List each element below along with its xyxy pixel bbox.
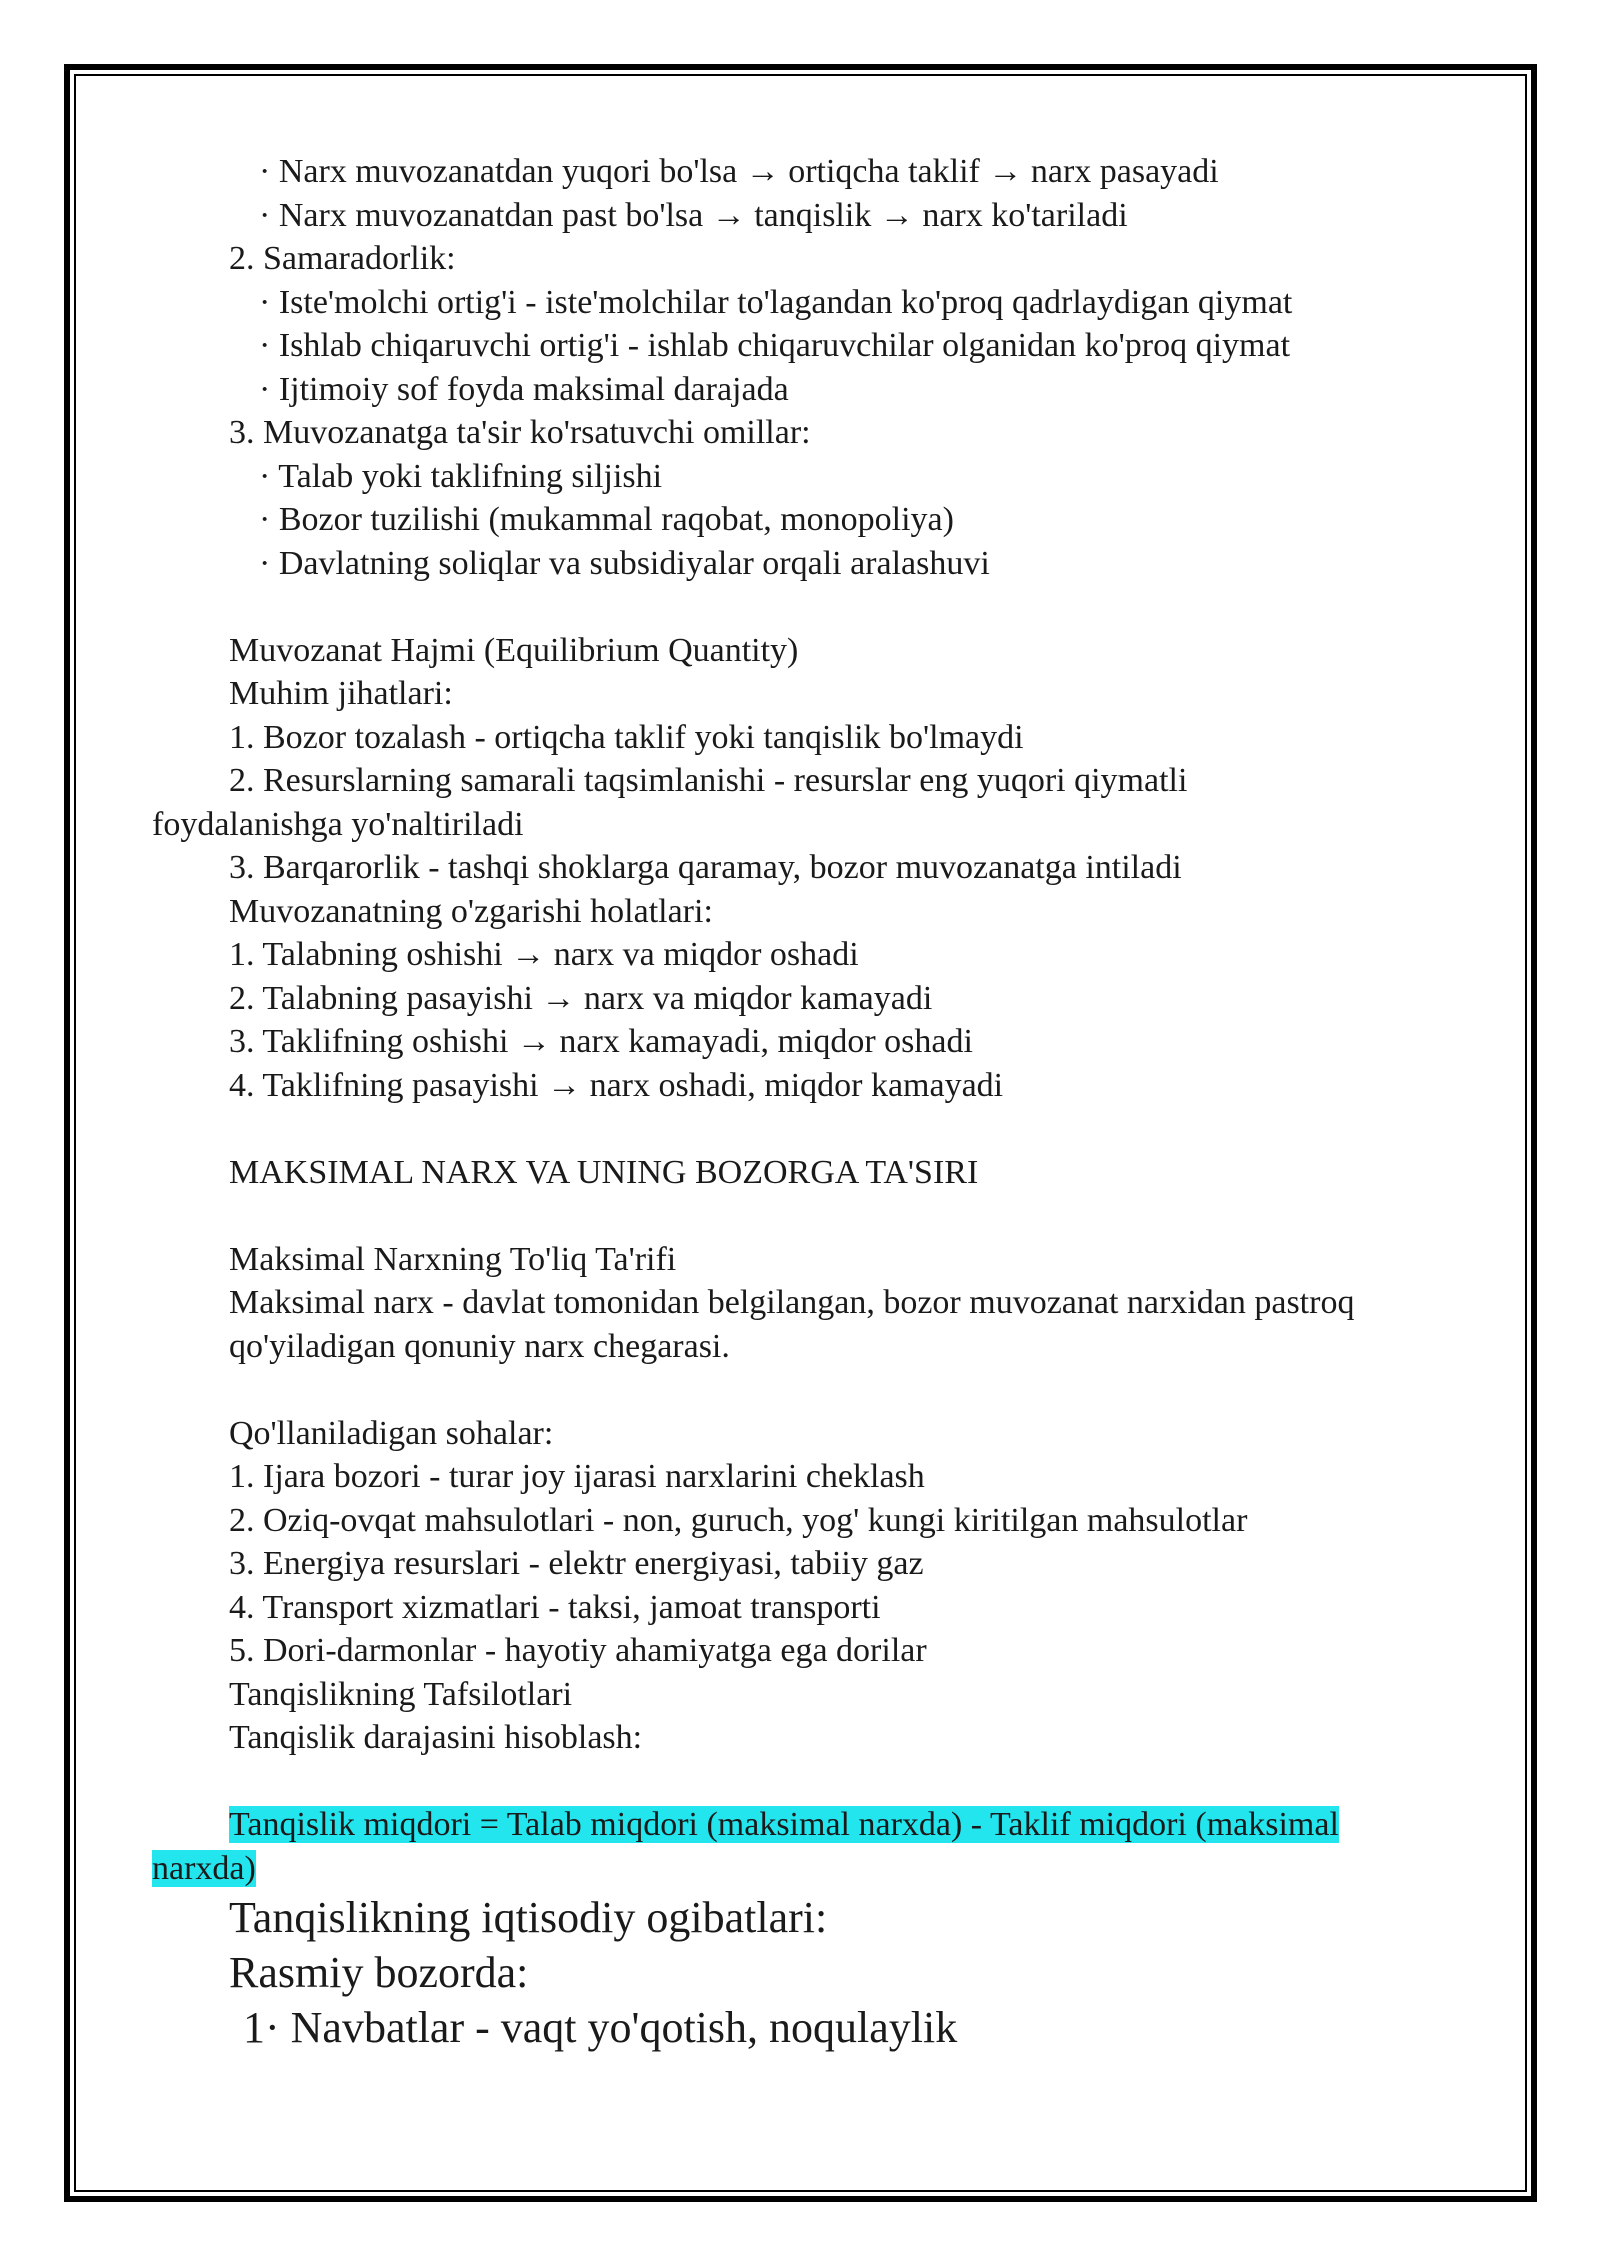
blank-line	[152, 585, 1492, 629]
section-heading: MAKSIMAL NARX VA UNING BOZORGA TA'SIRI	[229, 1153, 979, 1191]
large-list-item-text: 1· Navbatlar - vaqt yo'qotish, noqulaylik	[243, 2003, 958, 2052]
numbered-line: 2. Resurslarning samarali taqsimlanishi - resurslar eng yuqori qiymatli	[229, 762, 1188, 799]
paragraph-line: Muhim jihatlari:	[229, 675, 453, 712]
blank-line	[152, 1760, 1492, 1804]
bullet-line: · Davlatning soliqlar va subsidiyalar orqali aralashuvi	[259, 544, 990, 582]
bullet-line: · Iste'molchi ortig'i - iste'molchilar to'lagandan ko'proq qadrlaydigan qiymat	[259, 283, 1293, 321]
bullet-line: · Ijtimoiy sof foyda maksimal darajada	[259, 370, 789, 408]
numbered-line: 1. Talabning oshishi → narx va miqdor oshadi	[229, 936, 859, 973]
large-list-item	[152, 2000, 1492, 2055]
highlighted-formula-end: narxda)	[152, 1849, 256, 1887]
large-heading: Tanqislikning iqtisodiy ogibatlari:	[229, 1893, 828, 1942]
numbered-line: 1. Bozor tozalash - ortiqcha taklif yoki tanqislik bo'lmaydi	[229, 718, 1024, 756]
formula-continuation	[152, 1847, 1492, 1891]
paragraph-line: Tanqislik darajasini hisoblash:	[229, 1719, 643, 1756]
numbered-line: 3. Barqarorlik - tashqi shoklarga qaramay, bozor muvozanatga intiladi	[229, 849, 1182, 886]
paragraph-line: qo'yiladigan qonuniy narx chegarasi.	[229, 1327, 730, 1365]
bullet-line: · Ishlab chiqaruvchi ortig'i - ishlab chiqaruvchilar olganidan ko'proq qiymat	[259, 327, 1291, 364]
blank-line	[152, 1194, 1492, 1238]
numbered-line: 4. Taklifning pasayishi → narx oshadi, miqdor kamayadi	[229, 1066, 1004, 1104]
continuation-line: foydalanishga yo'naltiriladi	[152, 805, 524, 843]
highlighted-formula: Tanqislik miqdori = Talab miqdori (maksimal narxda) - Taklif miqdori (maksimal	[229, 1806, 1339, 1843]
bullet-line: · Talab yoki taklifning siljishi	[259, 457, 663, 495]
blank-line	[152, 1107, 1492, 1151]
numbered-line: 2. Oziq-ovqat mahsulotlari - non, guruch, yog' kungi kiritilgan mahsulotlar	[229, 1501, 1248, 1539]
paragraph-line: Qo'llaniladigan sohalar:	[229, 1414, 554, 1452]
numbered-line: 1. Ijara bozori - turar joy ijarasi narxlarini cheklash	[229, 1458, 925, 1495]
bullet-line: · Narx muvozanatdan yuqori bo'lsa → ortiqcha taklif → narx pasayadi	[259, 153, 1219, 190]
paragraph-line: Muvozanatning o'zgarishi holatlari:	[229, 892, 713, 930]
numbered-heading: 2. Samaradorlik:	[229, 240, 456, 277]
document-body	[152, 150, 1492, 2055]
blank-line	[152, 1368, 1492, 1412]
section-title: Tanqislikning Tafsilotlari	[229, 1675, 573, 1713]
formula-line	[152, 1803, 1492, 1847]
numbered-line: 5. Dori-darmonlar - hayotiy ahamiyatga ega dorilar	[229, 1632, 927, 1669]
section-title: Muvozanat Hajmi (Equilibrium Quantity)	[229, 631, 799, 669]
bullet-line: · Bozor tuzilishi (mukammal raqobat, monopoliya)	[259, 501, 954, 538]
numbered-line: 2. Talabning pasayishi → narx va miqdor kamayadi	[229, 979, 933, 1017]
large-heading: Rasmiy bozorda:	[229, 1948, 529, 1997]
bullet-line: · Narx muvozanatdan past bo'lsa → tanqislik → narx ko'tariladi	[259, 196, 1128, 234]
numbered-line: 3. Energiya resurslari - elektr energiyasi, tabiiy gaz	[229, 1545, 924, 1582]
section-title: Maksimal Narxning To'liq Ta'rifi	[229, 1240, 677, 1278]
numbered-line: 4. Transport xizmatlari - taksi, jamoat transporti	[229, 1588, 881, 1626]
numbered-heading: 3. Muvozanatga ta'sir ko'rsatuvchi omillar:	[229, 414, 811, 451]
paragraph-line: Maksimal narx - davlat tomonidan belgilangan, bozor muvozanat narxidan pastroq	[229, 1284, 1355, 1321]
numbered-line: 3. Taklifning oshishi → narx kamayadi, miqdor oshadi	[229, 1023, 973, 1060]
